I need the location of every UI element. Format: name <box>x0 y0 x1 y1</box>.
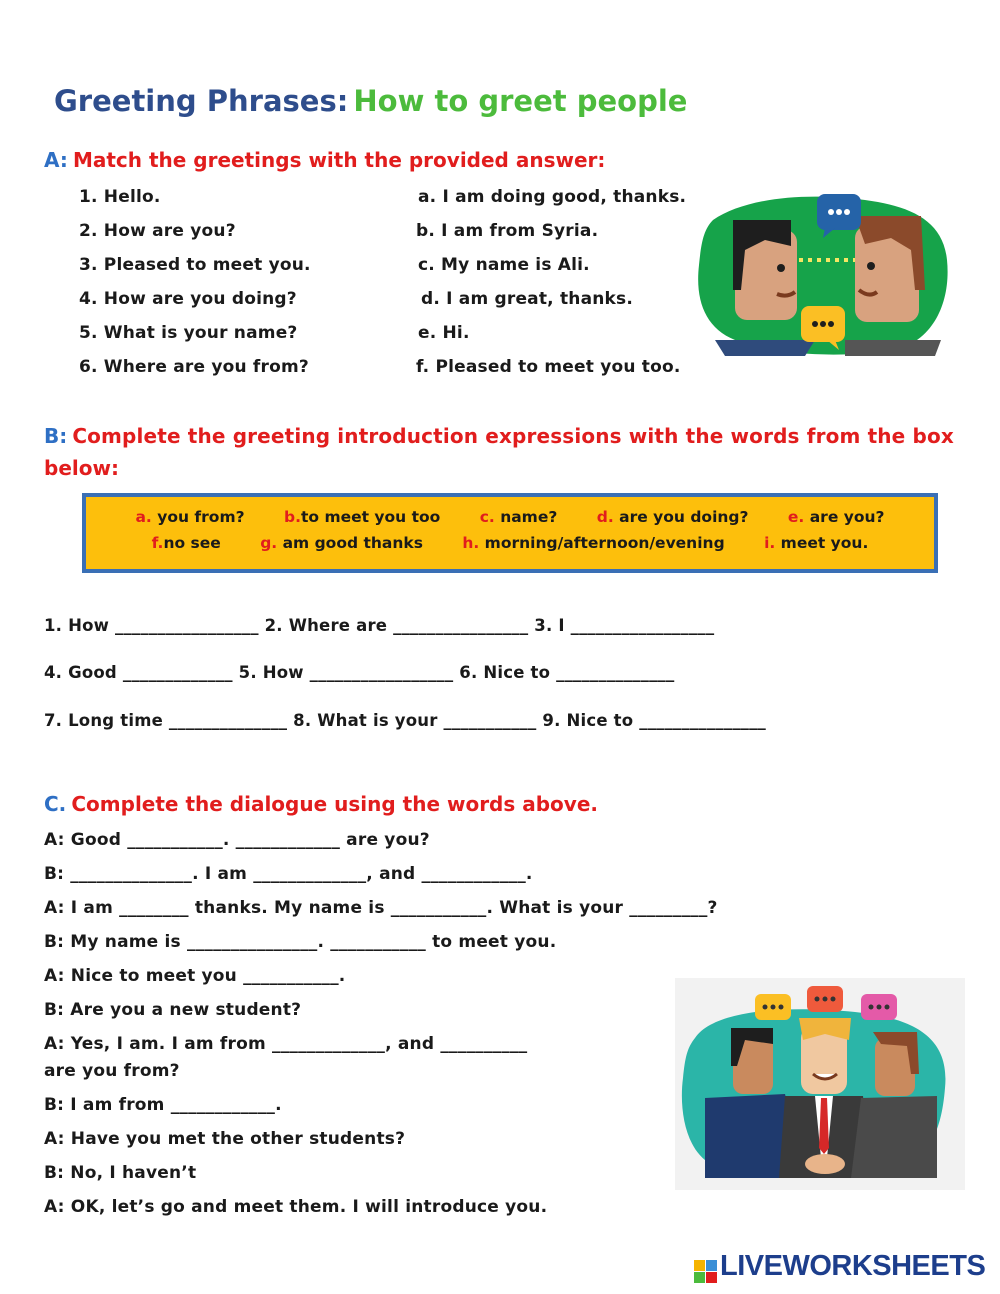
group-handshake-illustration <box>675 978 965 1190</box>
liveworksheets-logo-icon <box>694 1256 718 1290</box>
answer-item: b. I am from Syria. <box>416 221 599 241</box>
dialogue-line: are you from? <box>44 1061 180 1081</box>
section-b-instruction: Complete the greeting introduction expressions with the words from the box <box>72 424 954 448</box>
section-a-heading <box>44 148 605 172</box>
dialogue-line[interactable]: A: Yes, I am. I am from _____________, and __________ <box>44 1034 528 1054</box>
section-c-letter: C. <box>44 792 67 816</box>
question-item: 5. What is your name? <box>79 323 298 343</box>
word-box-row-1 <box>86 508 934 526</box>
word-option: h. morning/afternoon/evening <box>462 534 725 552</box>
word-option: f.no see <box>151 534 221 552</box>
section-c-instruction: Complete the dialogue using the words above. <box>71 792 598 816</box>
question-item: 3. Pleased to meet you. <box>79 255 311 275</box>
dialogue-line: A: Have you met the other students? <box>44 1129 406 1149</box>
fill-in-line[interactable]: 4. Good _____________ 5. How _________________ 6. Nice to ______________ <box>44 663 675 682</box>
section-c-heading <box>44 792 598 816</box>
section-b-heading <box>44 424 954 448</box>
answer-item: f. Pleased to meet you too. <box>416 357 681 377</box>
title-part2: How to greet people <box>353 84 688 118</box>
dialogue-line[interactable]: B: I am from ____________. <box>44 1095 282 1115</box>
dialogue-line[interactable]: A: Nice to meet you ___________. <box>44 966 346 986</box>
answer-item: a. I am doing good, thanks. <box>418 187 687 207</box>
section-a-letter: A: <box>44 148 68 172</box>
page-title <box>54 84 687 118</box>
word-option: a. you from? <box>135 508 245 526</box>
title-part1: Greeting Phrases: <box>54 84 349 118</box>
word-box-row-2 <box>86 534 934 552</box>
word-option: d. are you doing? <box>596 508 749 526</box>
word-option: e. are you? <box>787 508 885 526</box>
dialogue-line: B: Are you a new student? <box>44 1000 302 1020</box>
dialogue-line[interactable]: A: I am ________ thanks. My name is ___________. What is your _________? <box>44 898 718 918</box>
dialogue-line[interactable]: B: My name is _______________. ___________ to meet you. <box>44 932 557 952</box>
fill-in-line[interactable]: 1. How _________________ 2. Where are ________________ 3. I _________________ <box>44 616 715 635</box>
section-a-instruction: Match the greetings with the provided answer: <box>72 148 606 172</box>
question-item: 6. Where are you from? <box>79 357 309 377</box>
dialogue-line: A: OK, let’s go and meet them. I will introduce you. <box>44 1197 548 1217</box>
question-item: 2. How are you? <box>79 221 236 241</box>
word-option: b.to meet you too <box>284 508 441 526</box>
section-b-letter: B: <box>44 424 68 448</box>
dialogue-line[interactable]: A: Good ___________. ____________ are you? <box>44 830 430 850</box>
fill-in-line[interactable]: 7. Long time ______________ 8. What is your ___________ 9. Nice to _______________ <box>44 711 766 730</box>
word-option: c. name? <box>479 508 558 526</box>
dialogue-line: B: No, I haven’t <box>44 1163 197 1183</box>
section-b-instruction-line2: below: <box>44 456 119 480</box>
answer-item: d. I am great, thanks. <box>421 289 634 309</box>
question-item: 1. Hello. <box>79 187 161 207</box>
word-option: g. am good thanks <box>260 534 423 552</box>
footer-brand[interactable]: LIVEWORKSHEETS <box>720 1250 986 1282</box>
answer-item: e. Hi. <box>418 323 470 343</box>
question-item: 4. How are you doing? <box>79 289 297 309</box>
two-people-talking-illustration <box>695 190 951 356</box>
dialogue-line[interactable]: B: ______________. I am _____________, and ____________. <box>44 864 533 884</box>
word-box <box>82 493 938 573</box>
answer-item: c. My name is Ali. <box>418 255 590 275</box>
word-option: i. meet you. <box>764 534 869 552</box>
